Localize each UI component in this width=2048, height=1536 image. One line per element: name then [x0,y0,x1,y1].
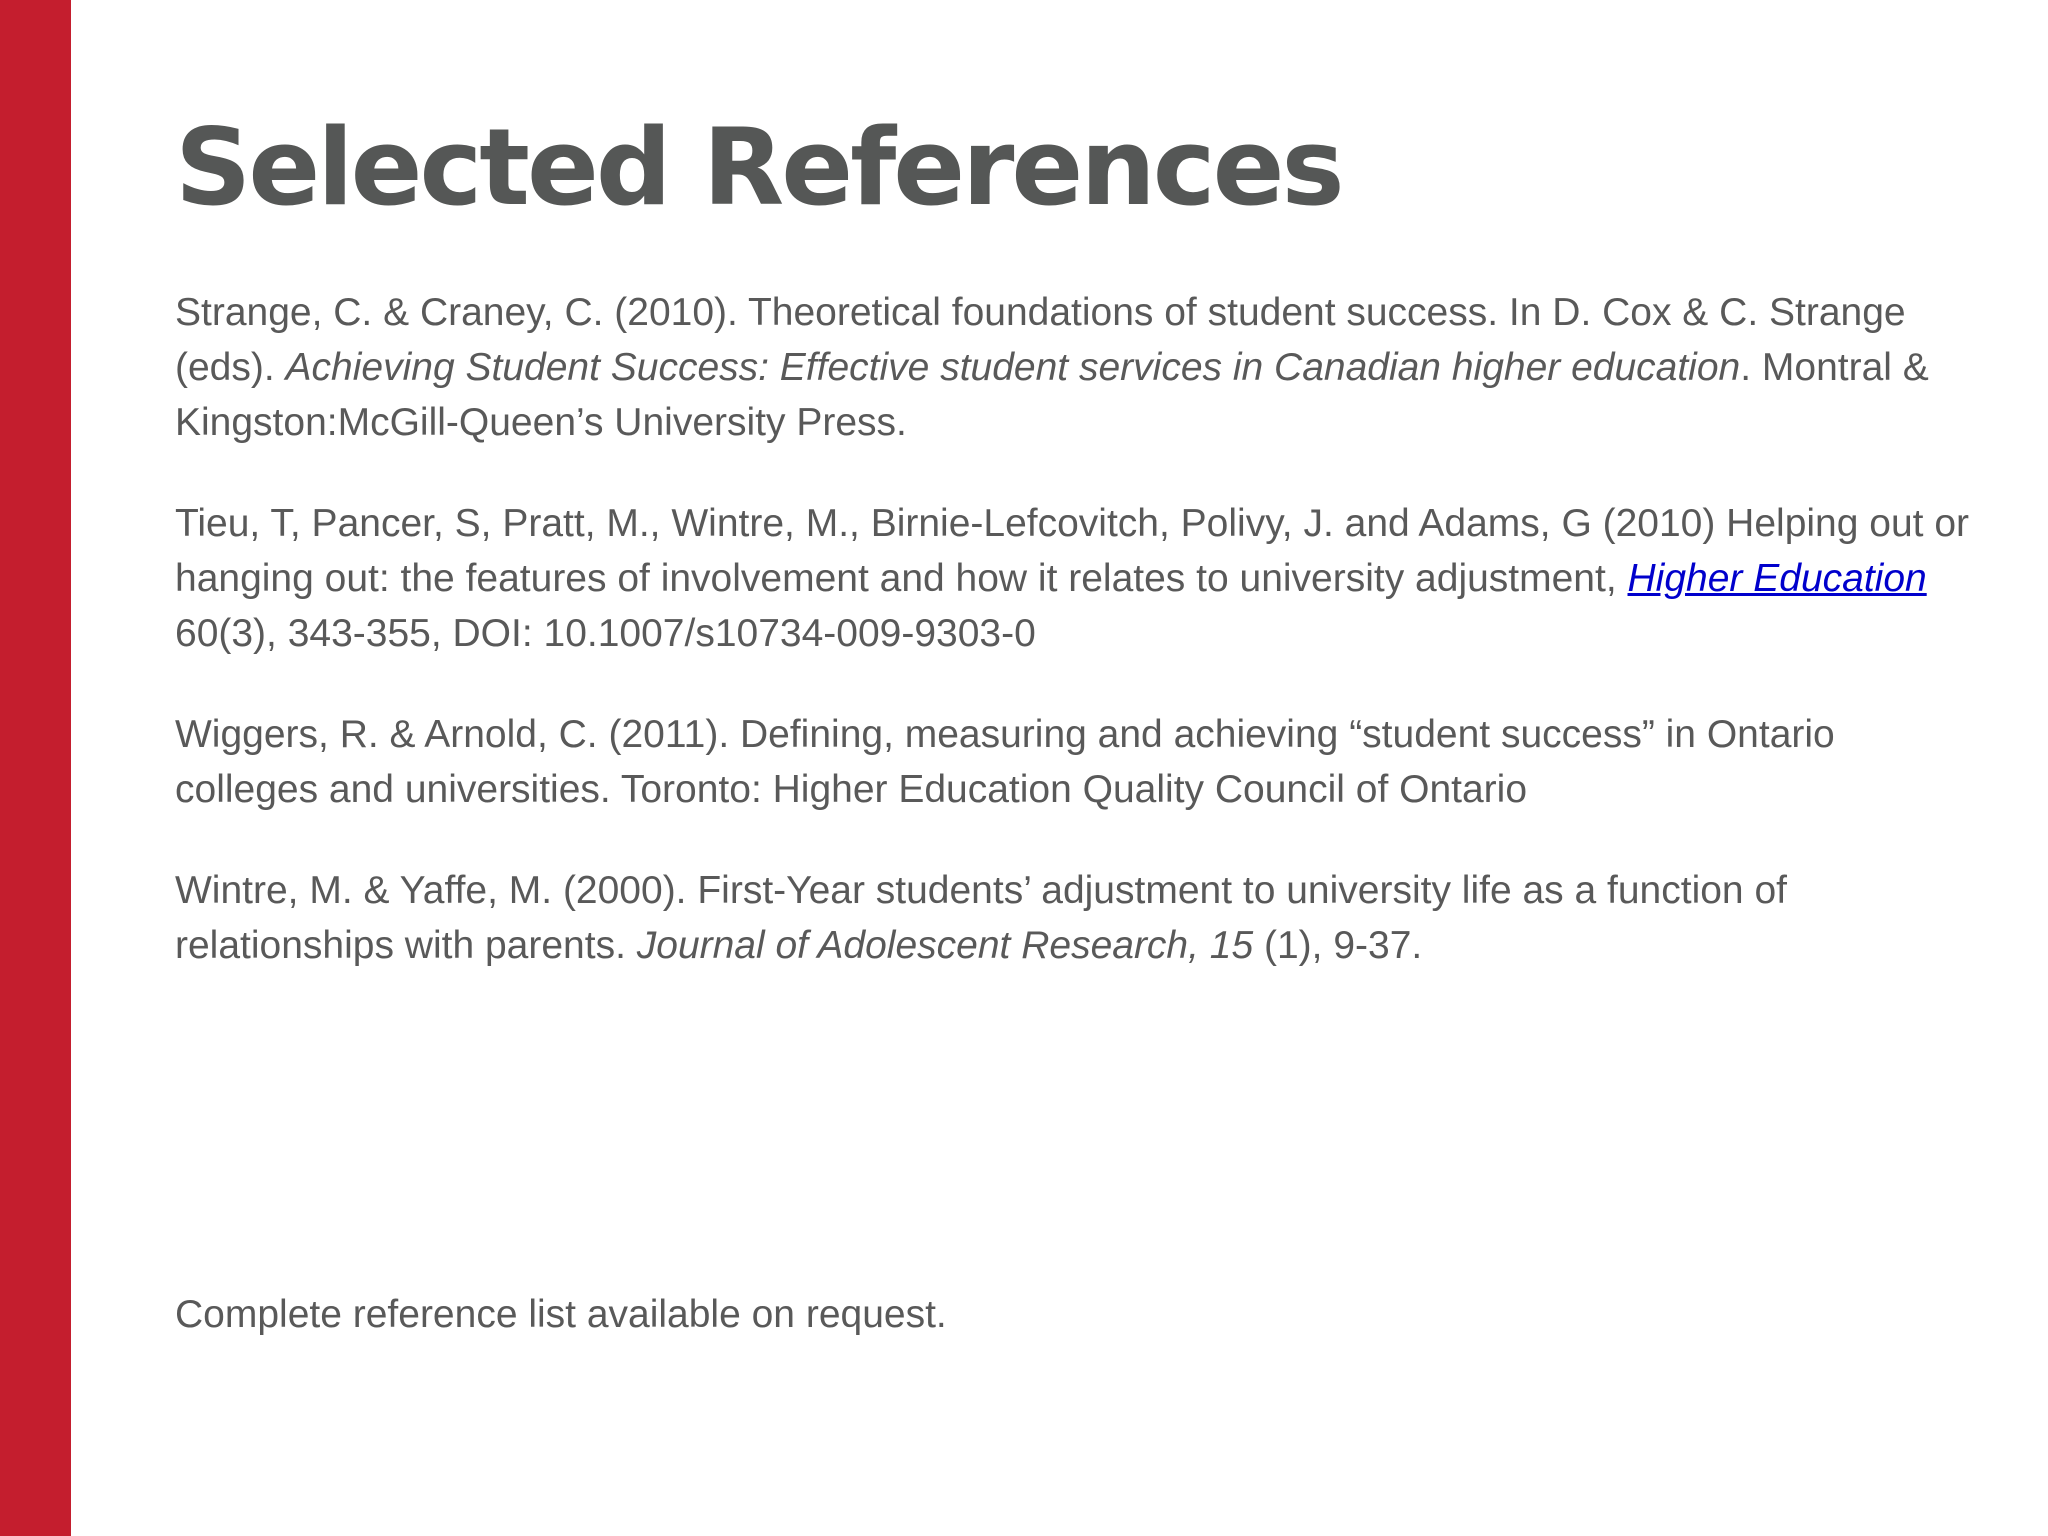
reference-doi: 60(3), 343-355, DOI: 10.1007/s10734-009-9303-0 [175,611,1036,655]
reference-text: Wiggers, R. & Arnold, C. (2011). Defining, measuring and achieving “student success” in Ontario colleges and universities. Toronto: Higher Education Quality Council of Ontario [175,712,1835,811]
reference-text: Wintre, M. & Yaffe, M. (2000). First-Year students’ adjustment to university life as a function of relationships with parents. [175,868,1787,967]
reference-list [175,285,1975,973]
accent-bar [0,0,71,1536]
page-title: Selected References [175,106,1342,229]
reference-book-title: Achieving Student Success: Effective student services in Canadian higher education [285,345,1741,389]
reference-item-strange [175,285,1975,450]
journal-link[interactable]: Higher Education [1627,556,1927,600]
reference-item-wiggers [175,707,1975,817]
reference-text: Strange, C. & Craney, C. (2010). Theoretical foundations of student success. In D. Cox & C. Strange (eds). [175,290,1906,389]
reference-publisher: . Montral & Kingston:McGill-Queen’s University Press. [175,345,1929,444]
reference-journal-title: Journal of Adolescent Research, 15 [636,923,1254,967]
reference-item-wintre [175,863,1975,973]
slide-content [175,106,1975,1019]
reference-pages: (1), 9-37. [1253,923,1423,967]
reference-item-tieu [175,496,1975,661]
footnote: Complete reference list available on request. [175,1293,947,1336]
reference-text: Tieu, T, Pancer, S, Pratt, M., Wintre, M., Birnie-Lefcovitch, Polivy, J. and Adams, G (2010) Helping out or hanging out: the features of involvement and how it relates to university adjustment, [175,501,1969,600]
